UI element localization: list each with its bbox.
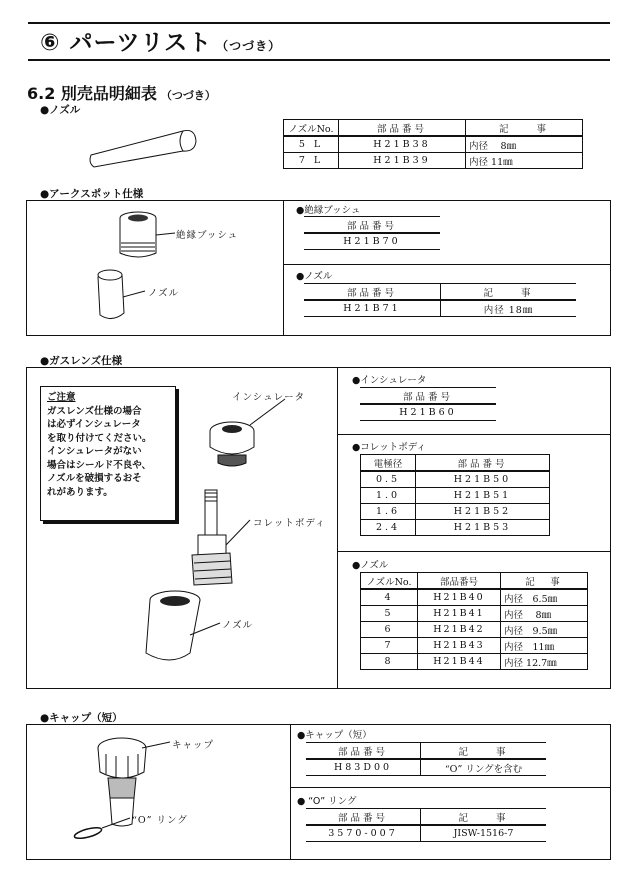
table-row <box>361 471 550 488</box>
insulator-col: 部品番号 <box>360 388 496 405</box>
arcspot-nozzle-col-note: 記 事 <box>441 284 577 301</box>
cap-hdivider <box>290 787 611 788</box>
gaslens-nozzle-col-note: 記 事 <box>501 573 588 590</box>
collet-col-part: 部品番号 <box>416 455 550 472</box>
collet-dia: 2.4 <box>361 520 416 536</box>
insulator-part: H21B60 <box>360 404 496 421</box>
chapter-title-text: ⑥ パーツリスト <box>40 30 213 56</box>
caution-title: ご注意 <box>47 392 76 403</box>
gaslens-collet-label: コレットボディ <box>253 518 326 529</box>
gaslens-nozzle-no: 4 <box>361 589 418 606</box>
oring-label: “O” リング <box>132 815 188 826</box>
gaslens-nozzle-label: ノズル <box>222 620 254 631</box>
gaslens-nozzle-part: H21B42 <box>418 622 501 638</box>
oring-col-note: 記 事 <box>421 809 547 826</box>
table-row <box>361 488 550 504</box>
arcspot-bush-part: H21B70 <box>304 233 440 250</box>
oring-table <box>306 808 546 842</box>
collet-dia: 1.6 <box>361 504 416 520</box>
gaslens-nozzle-no: 5 <box>361 606 418 622</box>
nozzle-table <box>283 119 583 169</box>
collet-col-dia: 電極径 <box>361 455 416 472</box>
arcspot-bush-heading: ●絶縁ブッシュ <box>296 205 361 216</box>
insulator-heading: ●インシュレータ <box>352 375 427 386</box>
gaslens-hdivider-1 <box>337 434 611 435</box>
collet-heading: ●コレットボディ <box>352 442 426 453</box>
caution-line: は必ずインシュレータ <box>47 419 141 430</box>
cap-col-part: 部品番号 <box>306 743 421 760</box>
arcspot-nozzle-note: 内径 18㎜ <box>441 300 577 317</box>
nozzle-col-note: 記 事 <box>466 120 583 137</box>
cap-part: H83D00 <box>306 759 421 776</box>
cap-label: キャップ <box>172 740 215 751</box>
cap-heading: ●キャップ（短） <box>40 712 123 724</box>
section-title <box>27 81 216 104</box>
insulator-table <box>360 387 496 421</box>
oring-part: 3570-007 <box>306 825 421 842</box>
table-row <box>284 153 583 169</box>
gaslens-nozzle-col-no: ノズルNo. <box>361 573 418 590</box>
nozzle-heading: ●ノズル <box>40 104 81 116</box>
arcspot-heading: ●アークスポット仕様 <box>40 188 144 200</box>
table-row <box>361 638 588 654</box>
table-row <box>361 589 588 606</box>
gaslens-nozzle-heading: ●ノズル <box>352 560 389 571</box>
nozzle-illustration <box>85 119 205 169</box>
gaslens-nozzle-no: 8 <box>361 654 418 670</box>
gaslens-nozzle-note: 内径 8㎜ <box>501 606 588 622</box>
arcspot-hdivider <box>283 264 611 265</box>
gaslens-nozzle-note: 内径 12.7㎜ <box>501 654 588 670</box>
table-row <box>361 606 588 622</box>
cap-illustration <box>60 728 280 853</box>
gaslens-illustration <box>120 395 335 685</box>
gaslens-hdivider-2 <box>337 551 611 552</box>
arcspot-bush-table <box>304 216 440 250</box>
arcspot-nozzle-heading: ●ノズル <box>296 271 333 282</box>
collet-dia: 0.5 <box>361 471 416 488</box>
table-row <box>361 654 588 670</box>
nozzle-part: H21B39 <box>339 153 466 169</box>
table-row <box>284 136 583 153</box>
arcspot-nozzle-table <box>304 283 576 317</box>
caution-line: インシュレータがない <box>47 446 142 457</box>
nozzle-note: 内径 8㎜ <box>466 136 583 153</box>
nozzle-col-part: 部品番号 <box>339 120 466 137</box>
gaslens-nozzle-col-part: 部品番号 <box>418 573 501 590</box>
nozzle-note: 内径 11㎜ <box>466 153 583 169</box>
table-row <box>361 520 550 536</box>
collet-part: H21B53 <box>416 520 550 536</box>
caution-line: ノズルを破損するおそ <box>47 473 142 484</box>
gaslens-nozzle-no: 6 <box>361 622 418 638</box>
caution-line: ガスレンズ仕様の場合 <box>47 405 142 417</box>
collet-part: H21B52 <box>416 504 550 520</box>
arcspot-bush-col: 部品番号 <box>304 217 440 234</box>
nozzle-part: H21B38 <box>339 136 466 153</box>
chapter-title-sub: （つづき） <box>216 39 282 53</box>
collet-part: H21B51 <box>416 488 550 504</box>
gaslens-nozzle-part: H21B41 <box>418 606 501 622</box>
gaslens-nozzle-note: 内径 11㎜ <box>501 638 588 654</box>
gaslens-nozzle-note: 内径 6.5㎜ <box>501 589 588 606</box>
section-title-text: 6.2 別売品明細表 <box>27 84 157 103</box>
cap-table <box>306 742 546 776</box>
caution-line: れがあります。 <box>47 486 113 498</box>
cap-note: “O” リングを含む <box>421 759 547 776</box>
caution-line: 場合はシールド不良や、 <box>47 459 152 471</box>
oring-note: JISW-1516-7 <box>421 825 547 842</box>
oring-table-heading: ● “O” リング <box>297 796 357 807</box>
gaslens-divider <box>337 367 338 689</box>
collet-dia: 1.0 <box>361 488 416 504</box>
cap-col-note: 記 事 <box>421 743 547 760</box>
arcspot-nozzle-label: ノズル <box>148 288 180 299</box>
cap-table-heading: ●キャップ（短） <box>297 730 372 741</box>
header-bottom-rule <box>28 59 610 61</box>
section-title-sub: （つづき） <box>160 89 216 102</box>
cap-divider <box>290 724 291 860</box>
gaslens-nozzle-no: 7 <box>361 638 418 654</box>
gaslens-nozzle-note: 内径 9.5㎜ <box>501 622 588 638</box>
arcspot-bush-label: 絶縁ブッシュ <box>176 230 239 241</box>
gaslens-nozzle-part: H21B40 <box>418 589 501 606</box>
oring-col-part: 部品番号 <box>306 809 421 826</box>
table-row <box>361 504 550 520</box>
chapter-title <box>40 24 281 57</box>
gaslens-nozzle-part: H21B43 <box>418 638 501 654</box>
collet-table <box>360 454 550 536</box>
collet-part: H21B50 <box>416 471 550 488</box>
nozzle-no: 5 L <box>284 136 339 153</box>
gaslens-nozzle-table <box>360 572 588 670</box>
gaslens-insulator-label: インシュレータ <box>232 392 306 403</box>
table-row <box>361 622 588 638</box>
gaslens-heading: ●ガスレンズ仕様 <box>40 355 123 367</box>
arcspot-nozzle-part: H21B71 <box>304 300 441 317</box>
arcspot-divider <box>283 200 284 336</box>
arcspot-nozzle-col-part: 部品番号 <box>304 284 441 301</box>
gaslens-nozzle-part: H21B44 <box>418 654 501 670</box>
nozzle-no: 7 L <box>284 153 339 169</box>
caution-line: を取り付けてください。 <box>47 432 152 444</box>
nozzle-col-no: ノズルNo. <box>284 120 339 137</box>
arcspot-illustration <box>90 205 280 330</box>
